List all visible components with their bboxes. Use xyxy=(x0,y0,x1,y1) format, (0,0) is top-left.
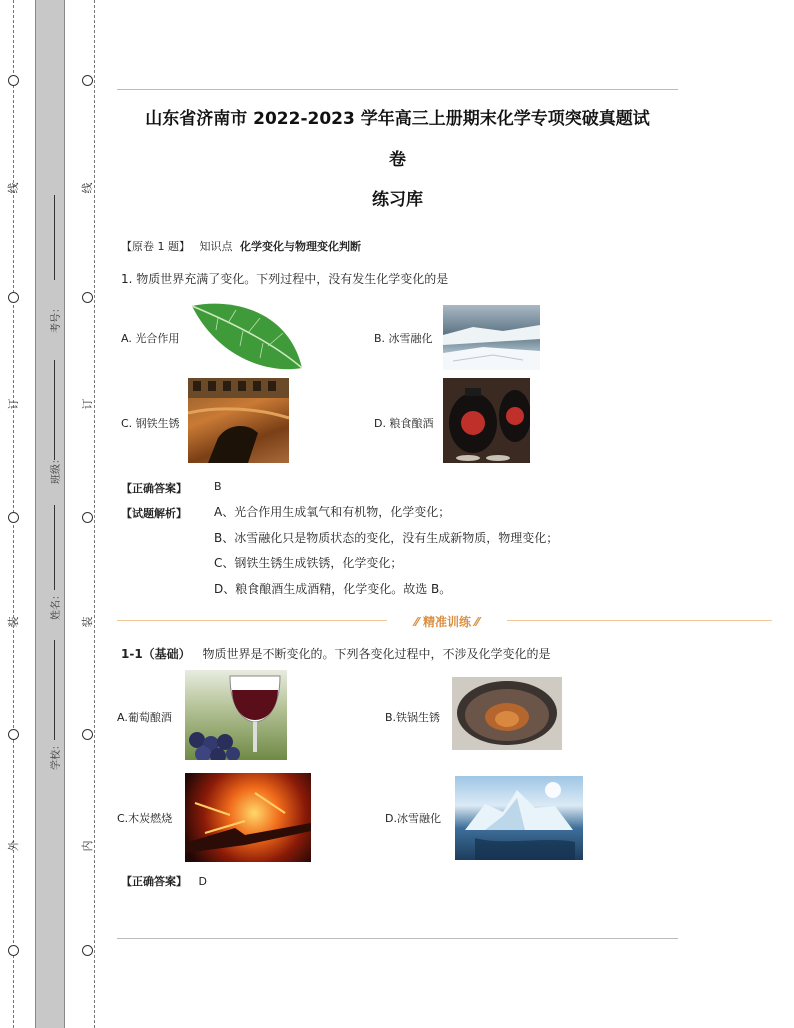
gutter-hole xyxy=(8,512,19,523)
section-label xyxy=(387,613,507,630)
iceberg-image xyxy=(455,776,583,860)
wok-icon xyxy=(452,677,562,750)
field-exam-no-label: 考号： xyxy=(51,303,62,333)
gutter-char: 装 xyxy=(81,616,94,628)
page-subtitle: 练习库 xyxy=(372,190,423,210)
gutter-hole xyxy=(82,75,93,86)
gutter-dash-right xyxy=(94,0,95,1028)
section-divider xyxy=(117,613,772,627)
field-line-exam-no xyxy=(54,195,55,280)
gutter-char: 订 xyxy=(81,398,94,410)
gutter-char: 装 xyxy=(7,616,20,628)
field-class-label: 班级： xyxy=(51,454,62,484)
rusty-wok-image xyxy=(452,677,562,750)
page-title: 山东省济南市 2022-2023 学年高三上册期末化学专项突破真题试 xyxy=(145,109,650,129)
knowledge-label: 知识点 xyxy=(199,240,233,253)
divider-line-left xyxy=(117,620,397,621)
analysis-line: B、冰雪融化只是物质状态的变化，没有生成新物质，物理变化； xyxy=(214,531,559,545)
ice-floe-icon xyxy=(443,305,540,370)
slash-icon: ⁄⁄ xyxy=(414,615,423,629)
practice-answer-row xyxy=(121,873,207,889)
gutter-hole xyxy=(8,75,19,86)
gutter-char: 订 xyxy=(7,398,20,410)
gutter-char: 线 xyxy=(7,182,20,194)
gutter-band xyxy=(35,0,65,1028)
gutter-hole xyxy=(8,729,19,740)
analysis-line: A、光合作用生成氧气和有机物，化学变化； xyxy=(214,505,451,519)
ice-image xyxy=(443,305,540,370)
answer-label: 【正确答案】 xyxy=(121,875,187,888)
page-title-cont: 卷 xyxy=(389,150,406,170)
knowledge-point: 化学变化与物理变化判断 xyxy=(240,240,361,253)
analysis-line: C、钢铁生锈生成铁锈，化学变化； xyxy=(214,556,403,570)
option-b[interactable]: B. 冰雪融化 xyxy=(374,332,433,345)
option-c[interactable]: C.木炭燃烧 xyxy=(117,812,173,825)
charcoal-fire-image xyxy=(185,773,311,862)
option-b[interactable]: B.铁锅生锈 xyxy=(385,711,441,724)
rusty-pipe-icon xyxy=(188,378,289,463)
field-name-label: 姓名： xyxy=(51,590,62,620)
divider-line-right xyxy=(497,620,772,621)
leaf-image xyxy=(188,298,306,374)
gutter-hole xyxy=(82,512,93,523)
rust-image xyxy=(188,378,289,463)
answer-label: 【正确答案】 xyxy=(121,482,187,495)
gutter-char: 内 xyxy=(81,840,94,852)
grape-wine-image xyxy=(185,670,287,760)
practice-stem: 物质世界是不断变化的。下列各变化过程中，不涉及化学变化的是 xyxy=(202,647,551,661)
answer-value: B xyxy=(214,480,222,493)
option-c[interactable]: C. 钢铁生锈 xyxy=(121,417,180,430)
section-label-text: 精准训练 xyxy=(422,615,471,629)
gutter-hole xyxy=(82,945,93,956)
option-d[interactable]: D.冰雪融化 xyxy=(385,812,441,825)
analysis-label: 【试题解析】 xyxy=(121,507,187,520)
field-line-school xyxy=(54,640,55,740)
bottom-rule xyxy=(117,938,678,939)
field-line-class xyxy=(54,360,55,460)
question-stem: 1. 物质世界充满了变化。下列过程中，没有发生化学变化的是 xyxy=(121,272,449,286)
iceberg-icon xyxy=(455,776,583,860)
wine-jar-image xyxy=(443,378,530,463)
gutter-hole xyxy=(82,292,93,303)
leaf-icon xyxy=(188,298,306,374)
top-rule xyxy=(117,89,678,90)
question-tag xyxy=(121,238,361,254)
option-a[interactable]: A.葡萄酿酒 xyxy=(117,711,172,724)
gutter-char: 线 xyxy=(81,182,94,194)
field-school-label: 学校： xyxy=(51,740,62,770)
question-source: 【原卷 1 题】 xyxy=(121,240,190,253)
practice-stem-row xyxy=(121,645,551,662)
wine-jar-icon xyxy=(443,378,530,463)
practice-tag: 1-1（基础） xyxy=(121,647,191,661)
wine-glass-icon xyxy=(185,670,287,760)
gutter-char: 外 xyxy=(7,840,20,852)
option-d[interactable]: D. 粮食酿酒 xyxy=(374,417,434,430)
fire-icon xyxy=(185,773,311,862)
option-a[interactable]: A. 光合作用 xyxy=(121,332,180,345)
field-line-name xyxy=(54,505,55,590)
gutter-hole xyxy=(8,945,19,956)
answer-value: D xyxy=(198,875,207,888)
analysis-line: D、粮食酿酒生成酒精，化学变化。故选 B。 xyxy=(214,582,452,596)
gutter-hole xyxy=(82,729,93,740)
gutter-hole xyxy=(8,292,19,303)
slash-icon: ⁄⁄ xyxy=(471,615,480,629)
